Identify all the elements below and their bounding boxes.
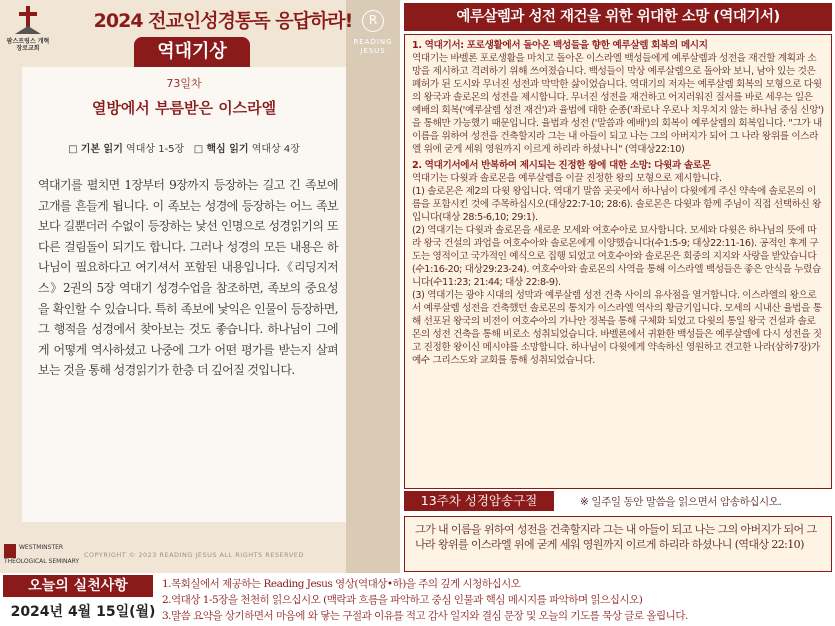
brand-text: READING JESUS [353, 38, 393, 55]
reading-assignment [22, 140, 346, 155]
checkbox-icon: □ [68, 144, 78, 155]
practice-list [162, 576, 834, 624]
memory-verse-label: 13주차 성경암송구절 [404, 491, 554, 511]
section-1-body: 역대기는 바벨론 포로생활을 마치고 돌아온 이스라엘 백성들에게 예루살렘과 성전을 재건할 계획과 소망을 제시하고 격려하기 위해 쓰여졌습니다. 백성들이 막상 예루살렘으로 돌아와 보니, 남아 있는 것은 폐허가 된 도시와 무너진 성전과 막막한 삶이었습니다. 역대기의 저자는 예루살렘 회복의 모형으로 다윗의 왕국과 솔로몬의 성전을 제시합니다. 무너진 성전을 재건하고 어지러워진 질서를 바로 세우는 일은 예배의 회복('예루살렘 성전 재건')과 율법에 대한 순종('좌로나 우로나 치우치지 않는 하나님 중심 신앙')을 통해만 가능했기 때문입니다. 율법과 성전 ('말씀과 예배')의 회복이 예루살렘의 회복입니다. "그가 내 이름을 위하여 성전을 건축할지라 그는 내 아들이 되고 나는 그의 아버지가 되어 그 나라 왕위를 이스라엘 위에 굳게 세워 영원까지 이르게 하리라 하셨나니" (역대상22:10) [412, 53, 824, 155]
page-title: 2024 전교인성경통독 응답하라! [93, 10, 353, 32]
memory-verse-text: 그가 내 이름을 위하여 성전을 건축할지라 그는 내 아들이 되고 나는 그의 아버지가 되어 그 나라 왕위를 이스라엘 위에 굳게 세워 영원까지 이르게 하리라 하셨나니 (역대상 22:10) [404, 516, 832, 572]
section-2-point-3: (3) 역대기는 광야 시대의 성막과 예루살렘 성전 건축 사이의 유사점을 열거합니다. 이스라엘의 왕으로서 예루살렘 성전을 건축했던 솔로몬의 통치가 이스라엘 역사의 황금기입니다. 모세의 시내산 율법을 통해 선포된 왕국의 비전이 여호수아의 가나안 정복을 통해 구체화 되었고 다윗의 통일 왕국 건설과 솔로몬의 성전 건축을 통해 비로소 성취되었습니다. 바벨론에서 귀환한 백성들은 예루살렘에 다시 성전을 짓고 진정한 왕이신 메시야를 소망합니다. 하나님이 다윗에게 약속하신 영원하고 견고한 나라(삼하7장)가 예수 그리스도와 교회를 통해 성취되었습니다. [412, 290, 822, 366]
core-reading-label: 핵심 읽기 [206, 144, 249, 155]
church-cross-icon [13, 4, 43, 38]
summary-title: 예루살렘과 성전 재건을 위한 위대한 소망 (역대기서) [404, 3, 832, 31]
practice-label: 오늘의 실천사항 [3, 575, 153, 597]
summary-box [404, 34, 832, 489]
practice-item: 1.목회실에서 제공하는 Reading Jesus 영상(역대상•하)을 주의 깊게 시청하십시오 [162, 578, 521, 590]
seminary-logo: WESTMINSTER THEOLOGICAL SEMINARY [4, 544, 80, 565]
church-logo [4, 4, 52, 58]
section-1-heading: 1. 역대기서: 포로생활에서 돌아온 백성들을 향한 예루살렘 회복의 메시지 [412, 40, 708, 51]
day-count: 73일차 [166, 77, 202, 90]
section-2-point-1: (1) 솔로몬은 제2의 다윗 왕입니다. 역대기 말씀 곳곳에서 하나님이 다윗에게 주신 약속에 솔로몬의 이름을 포함시킨 것에 주목하십시오(대상22:7-10; 28:6). 솔로몬은 다윗과 함께 주님이 직접 선택하신 왕입니다(대상 28:5-6,10; 29:1). [412, 186, 822, 223]
section-2-intro: 역대기는 다윗과 솔로몬을 예루살렘을 이끌 진정한 왕의 모형으로 제시합니다. [412, 173, 722, 184]
book-tab: 역대기상 [134, 37, 250, 67]
core-reading-range: 역대상 4장 [251, 144, 300, 155]
reading-title: 열방에서 부름받은 이스라엘 [91, 99, 277, 117]
seminary-logo-icon [4, 544, 16, 558]
section-2-heading: 2. 역대기서에서 반복하여 제시되는 진정한 왕에 대한 소망: 다윗과 솔로몬 [412, 160, 711, 171]
copyright: COPYRIGHT © 2023 READING JESUS ALL RIGHTS RESERVED [84, 551, 304, 559]
brand-strip [346, 0, 400, 573]
practice-item: 3.말씀 요약을 상기하면서 마음에 와 닿는 구절과 이유를 적고 감사 일지와 결심 문장 및 오늘의 기도를 묵상 글로 올립니다. [162, 610, 688, 622]
section-2-point-2: (2) 역대기는 다윗과 솔로몬을 새로운 모세와 여호수아로 묘사합니다. 모세와 다윗은 하나님의 뜻에 따라 왕국 건설의 과업을 여호수아와 솔로몬에게 이양했습니다(수1:5-9; 대상22:11-16). 공적인 후계 구도는 영적이고 국가적인 예식으로 집행 되었고 여호수아와 솔로몬은 회중의 지지와 사랑을 받았습니다(수1:16-20; 대상29:23-24). 여호수아와 솔로몬의 사역을 통해 이스라엘 백성들은 좋은 안식을 누렸습니다(수11:23; 21:44; 대상 22:8-9). [412, 225, 821, 288]
basic-reading-label: 기본 읽기 [80, 144, 123, 155]
memory-verse-note: ※ 일주일 동안 말씀을 읽으면서 암송하십시오. [580, 496, 782, 508]
church-name: 팜스프링스 개혁장로교회 [6, 38, 50, 52]
practice-date: 2024년 4월 15일(월) [10, 604, 156, 620]
intro-text: 역대기를 펼치면 1장부터 9장까지 등장하는 길고 긴 족보에 고개를 흔들게 됩니다. 이 족보는 성경에 등장하는 어느 족보보다 길뿐더러 수없이 등장하는 낯선 인명으로 성경읽기의 또 다른 걸림돌이 되기도 합니다. 그러나 성경의 모든 내용은 하나님이 필요하다고 여기셔서 포함된 내용입니다.《리딩지저스》2권의 5장 역대기 성경수업을 참조하면, 족보의 중요성을 확인할 수 있습니다. 특히 족보에 낯익은 인물이 등장하면, 그 행적을 성경에서 찾아보는 것도 좋습니다. 하나님이 그에게 어떻게 역사하셨고 나중에 그가 어떤 평가를 받는지 살펴 보는 것을 통해 성경읽기가 한층 더 깊어질 것입니다. [38, 178, 338, 378]
practice-item: 2.역대상 1-5장을 천천히 읽으십시오 (맥락과 흐름을 파악하고 중심 인물과 핵심 메시지를 파악하며 읽으십시오) [162, 594, 643, 606]
reading-jesus-logo-icon: R [362, 10, 384, 32]
checkbox-icon: □ [193, 144, 204, 155]
basic-reading-range: 역대상 1-5장 [126, 144, 185, 155]
